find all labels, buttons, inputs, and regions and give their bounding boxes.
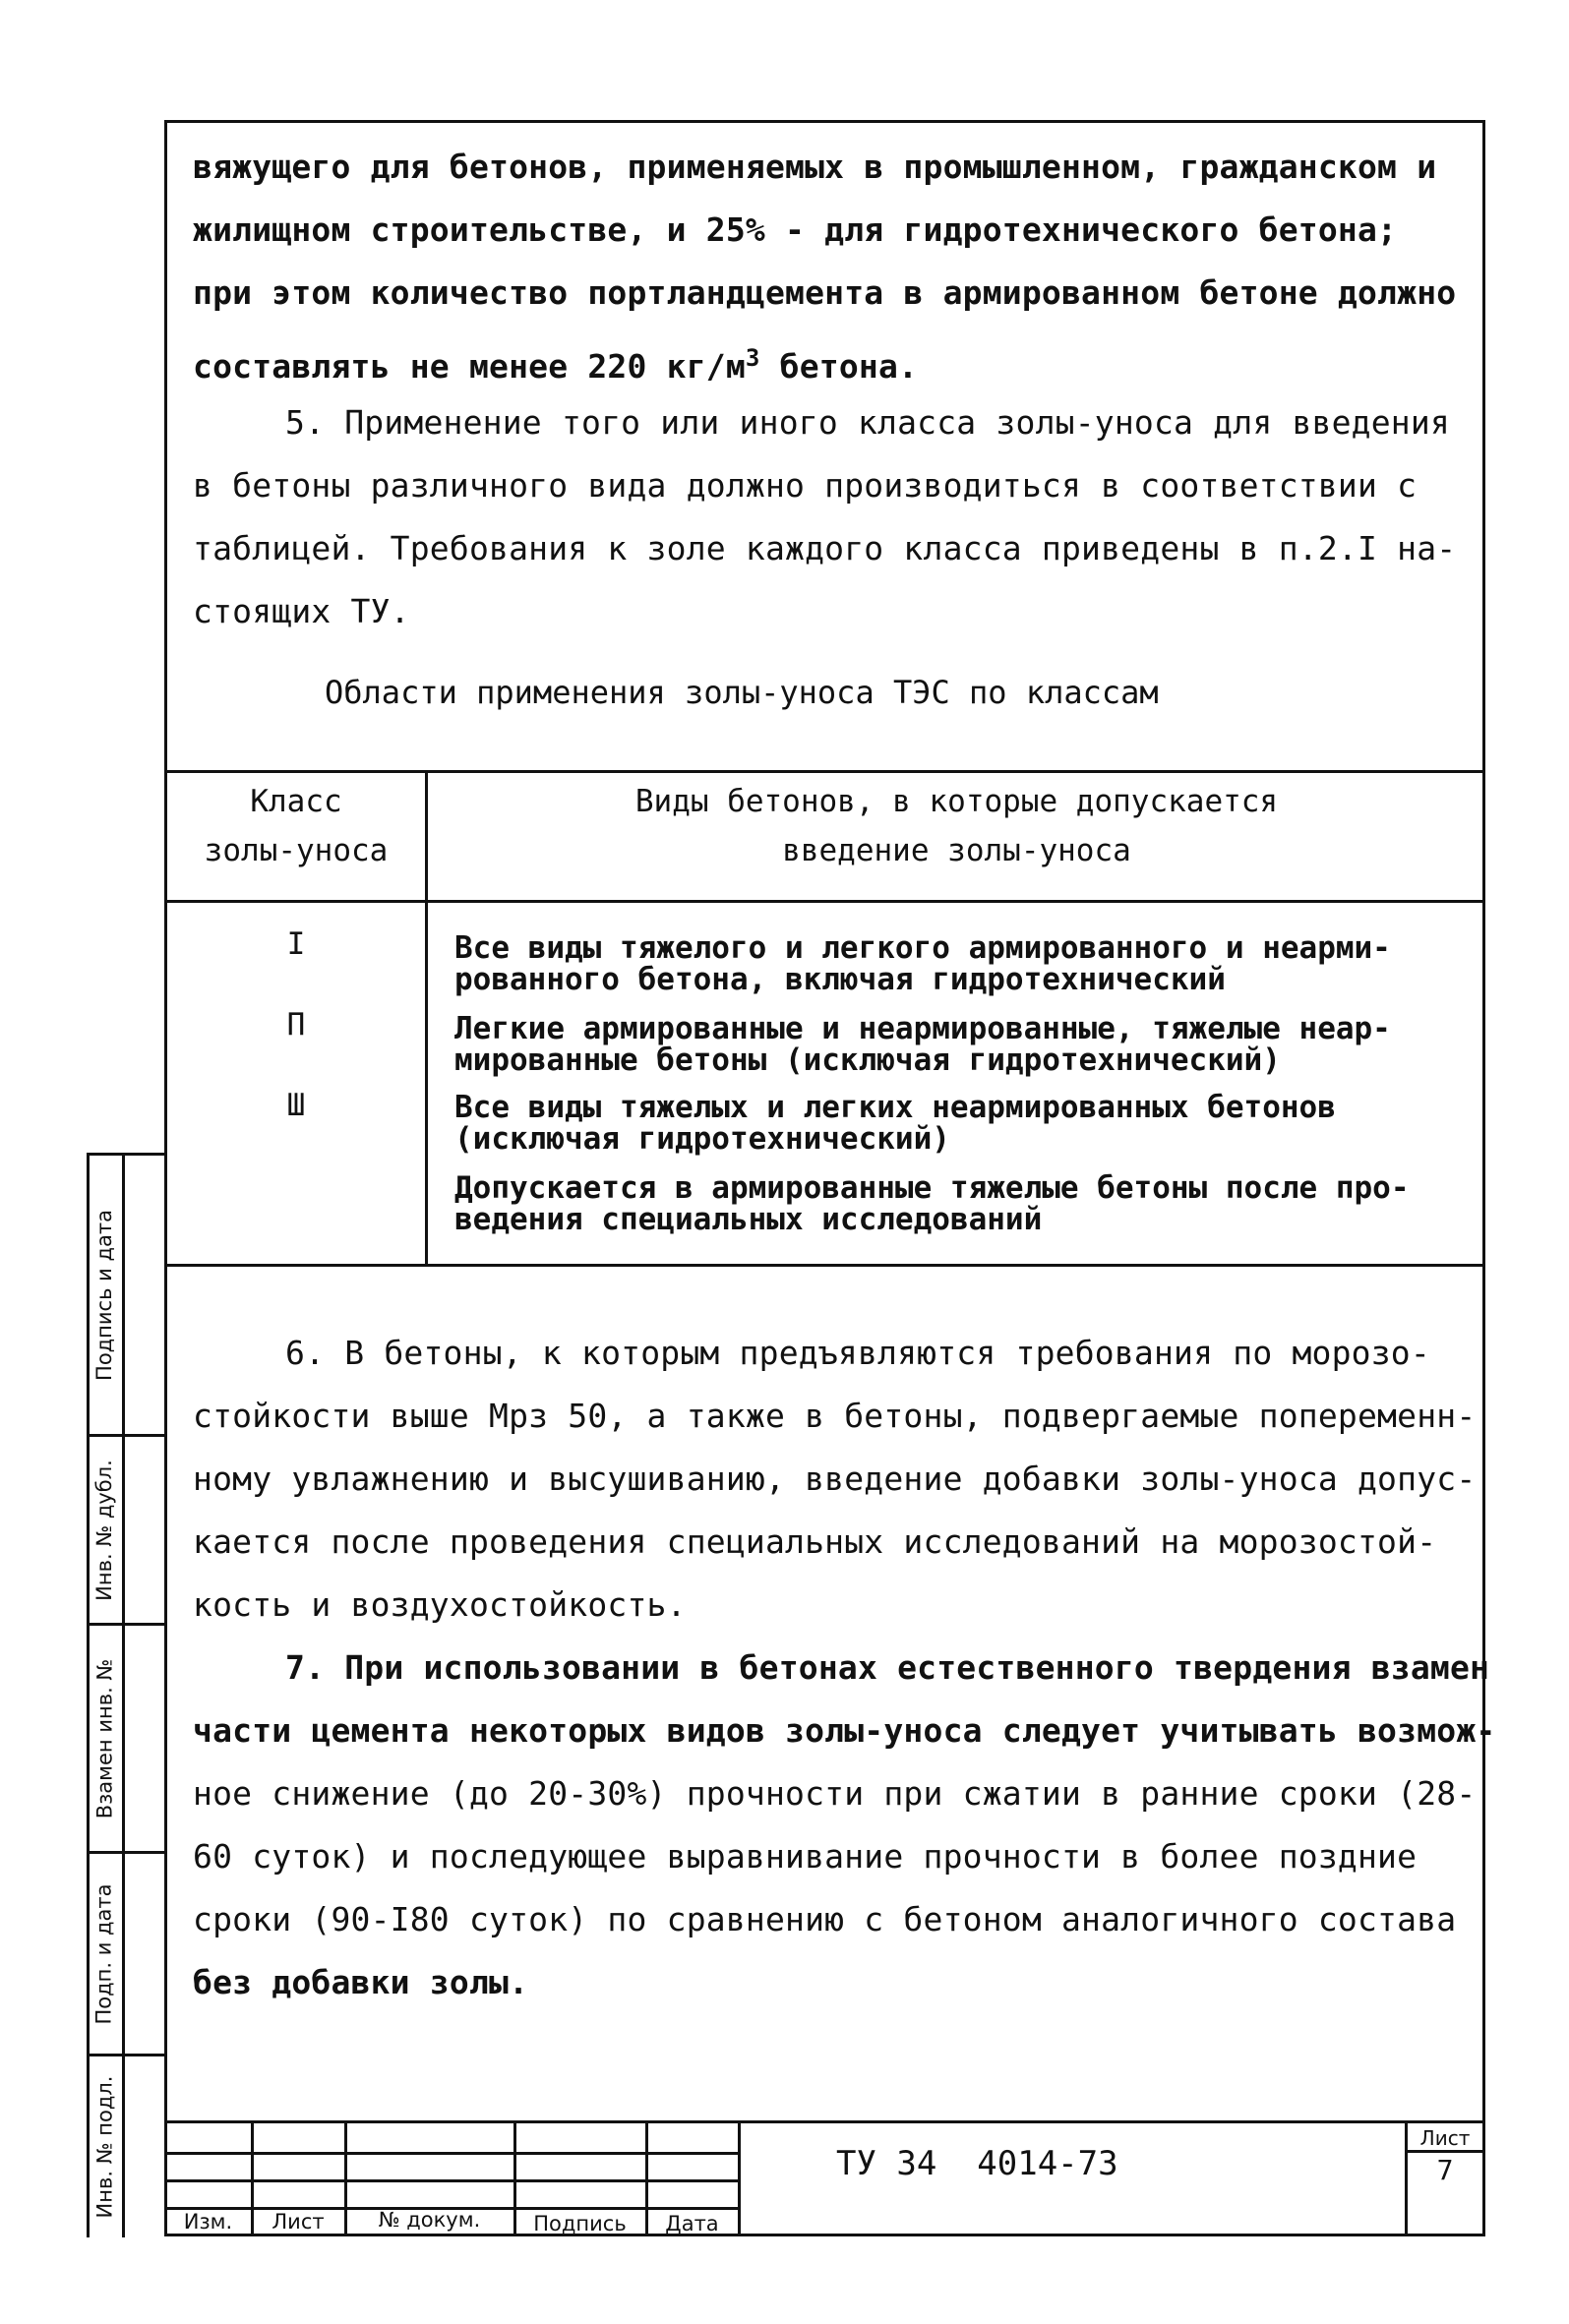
strip-cell-sign-date-2 (87, 1854, 122, 2054)
tb-label-sheet: Лист (272, 2210, 325, 2234)
text-line: вяжущего для бетонов, применяемых в промышленном, гражданском и (193, 148, 1437, 186)
table-bottom-border (164, 1264, 1485, 1267)
desc-line: Допускается в армированные тяжелые бетоны после про- (454, 1170, 1410, 1206)
title-block-top (164, 2120, 1485, 2123)
text-fragment: составлять не менее 220 кг/м (193, 347, 746, 386)
text-line: таблицей. Требования к золе каждого класса приведены в п.2.I на- (193, 529, 1457, 567)
strip-label: Инв. № дубл. (92, 1459, 116, 1601)
text-line: сроки (90-I80 суток) по сравнению с бетоном аналогичного состава (193, 1900, 1457, 1938)
desc-line: Все виды тяжелого и легкого армированного и неарми- (454, 930, 1391, 966)
sheet-number: 7 (1436, 2154, 1454, 2186)
title-block-col (738, 2120, 741, 2236)
desc-line: рованного бетона, включая гидротехнический (454, 962, 1226, 997)
text-line: без добавки золы. (193, 1963, 529, 2001)
strip-label: Подпись и дата (92, 1209, 117, 1381)
strip-cell-sign-date (87, 1156, 122, 1434)
text-fragment: бетона. (759, 347, 919, 386)
desc-line: (исключая гидротехнический) (454, 1121, 950, 1157)
header-text: введение золы-уноса (782, 833, 1131, 868)
text-line-with-unit (193, 338, 918, 387)
text-line: 6. В бетоны, к которым предъявляются требования по морозо- (285, 1334, 1430, 1372)
text-line: жилищном строительстве, и 25% - для гидротехнического бетона; (193, 210, 1398, 249)
document-code: ТУ 34 4014-73 (836, 2144, 1118, 2183)
table-cell-class: П (286, 1007, 306, 1043)
text-line: 5. Применение того или иного класса золы-уноса для введения (285, 403, 1450, 442)
text-line: при этом количество портландцемента в армированном бетоне должно (193, 273, 1457, 312)
text-line: стоящих ТУ. (193, 592, 410, 630)
strip-label: Инв. № подл. (92, 2075, 117, 2219)
strip-cell-replace-inv (87, 1626, 122, 1851)
table-cell-class: I (286, 926, 306, 962)
strip-label: Подп. и дата (92, 1882, 116, 2025)
sheet-box-divider (1405, 2150, 1485, 2153)
text-line: части цемента некоторых видов золы-уноса следует учитывать возмож- (193, 1711, 1496, 1750)
table-cell-desc (454, 1013, 1478, 1076)
table-cell-desc (454, 932, 1478, 995)
desc-line: Легкие армированные и неармированные, тяжелые неар- (454, 1011, 1391, 1046)
strip-label: Взамен инв. № (92, 1658, 116, 1818)
table-header-types (428, 777, 1485, 875)
desc-line: Все виды тяжелых и легких неармированных бетонов (454, 1090, 1336, 1125)
strip-inner-divider (122, 1153, 125, 2237)
text-line: в бетоны различного вида должно производиться в соответствии с (193, 466, 1418, 505)
header-text: Класс (250, 784, 342, 819)
tb-label-date: Дата (665, 2212, 719, 2235)
strip-cell-orig-inv (87, 2056, 122, 2237)
text-line: ному увлажнению и высушиванию, введение добавки золы-уноса допус- (193, 1460, 1477, 1498)
table-top-border (164, 770, 1485, 773)
text-line: 60 суток) и последующее выравнивание прочности в более поздние (193, 1837, 1418, 1876)
table-cell-desc (454, 1092, 1478, 1155)
header-text: золы-уноса (204, 833, 389, 868)
table-cell-class: Ш (286, 1088, 306, 1123)
desc-line: ведения специальных исследований (454, 1202, 1043, 1237)
superscript-3: 3 (745, 344, 760, 372)
table-header-class (167, 777, 425, 875)
text-line: стойкости выше Мрз 50, а также в бетоны, подвергаемые попеременн- (193, 1397, 1477, 1435)
text-line: кость и воздухостойкость. (193, 1585, 687, 1624)
table-header-border (164, 900, 1485, 903)
tb-label-doc-no: № докум. (378, 2208, 481, 2232)
text-line: кается после проведения специальных исследований на морозостой- (193, 1522, 1437, 1561)
tb-label-signature: Подпись (533, 2212, 627, 2235)
text-line: ное снижение (до 20-30%) прочности при сжатии в ранние сроки (28- (193, 1774, 1477, 1813)
tb-label-change: Изм. (183, 2210, 233, 2234)
sheet-label: Лист (1419, 2126, 1471, 2150)
desc-line: мированные бетоны (исключая гидротехнический) (454, 1043, 1281, 1078)
text-line: 7. При использовании в бетонах естественного твердения взамен (285, 1648, 1490, 1687)
strip-cell-dup-inv (87, 1437, 122, 1623)
header-text: Виды бетонов, в которые допускается (634, 784, 1279, 819)
table-cell-desc (454, 1172, 1478, 1235)
table-title: Области применения золы-уноса ТЭС по классам (325, 674, 1159, 711)
